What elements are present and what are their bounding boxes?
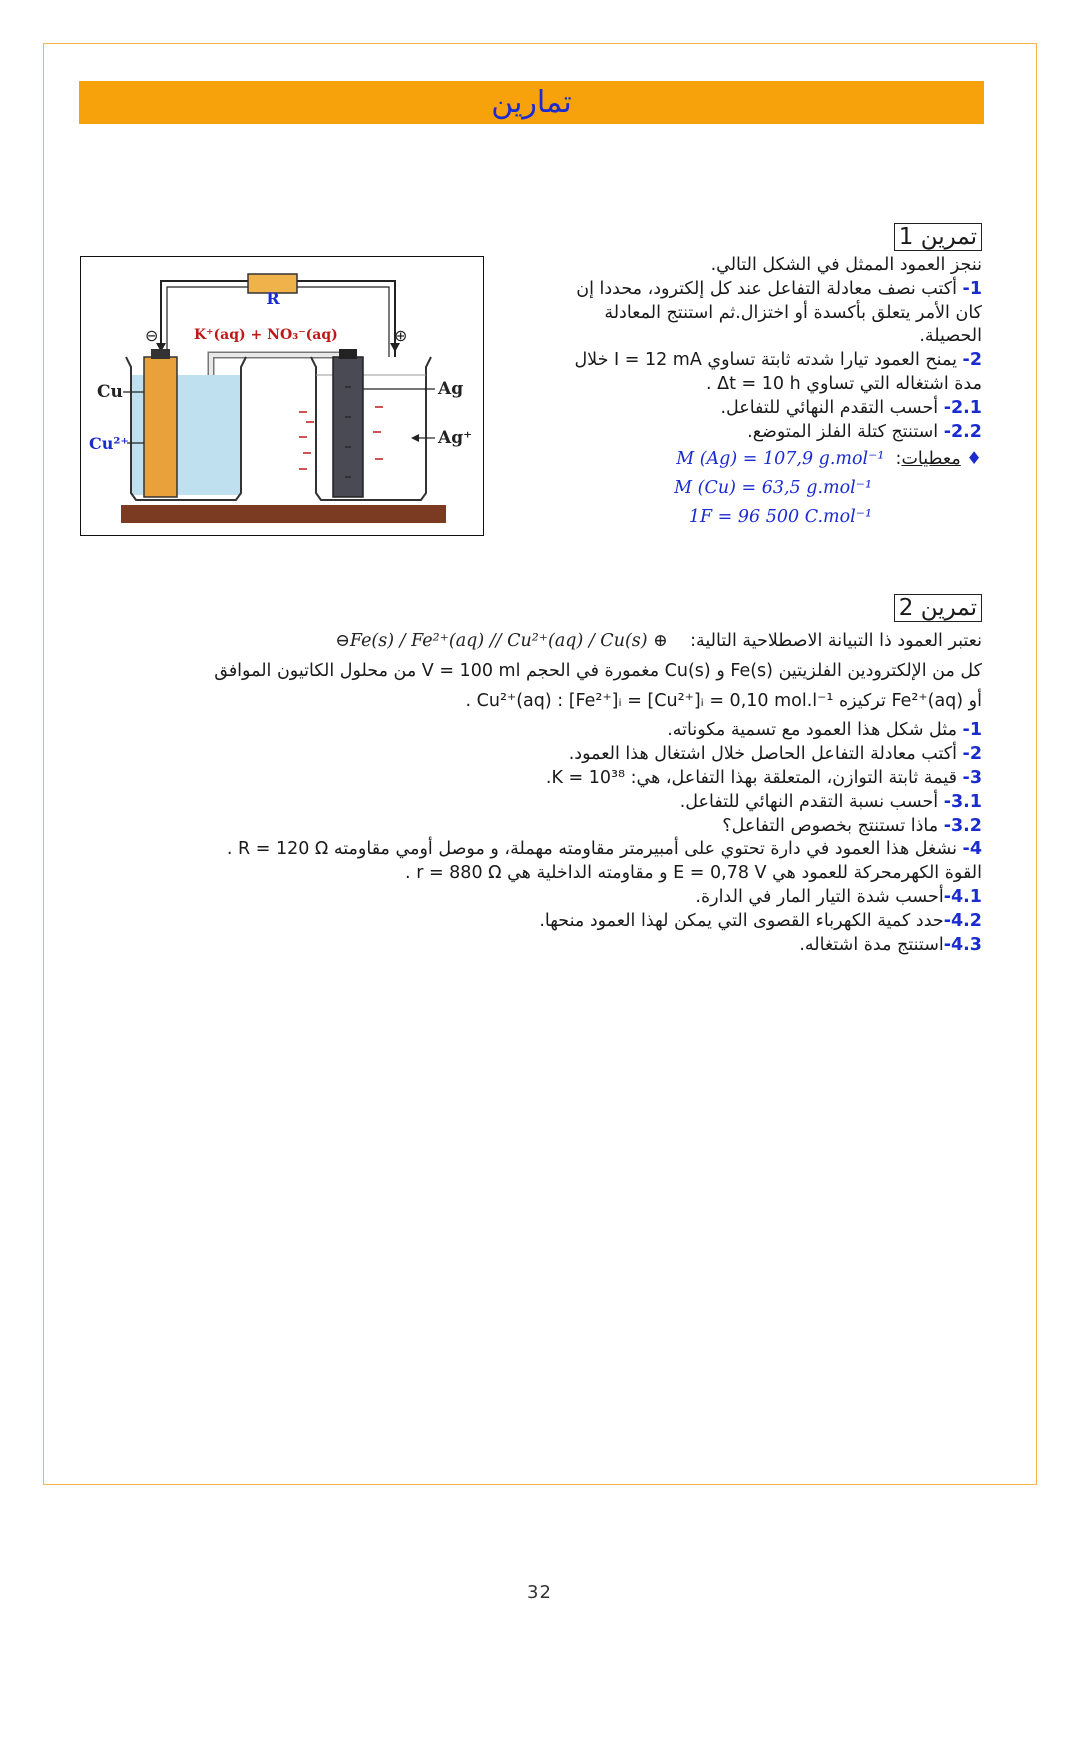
agp-label: Ag⁺ xyxy=(438,428,473,448)
cu2-label: Cu²⁺ xyxy=(89,434,129,453)
ex1-q2-line2: مدة اشتغاله التي تساوي Δt = 10 h . xyxy=(706,373,982,394)
ex2-q41: 4.1-أحسب شدة التيار المار في الدارة. xyxy=(695,886,982,907)
page-number: 32 xyxy=(527,1582,552,1603)
ex2-q43: 4.3-استنتج مدة اشتغاله. xyxy=(799,934,982,955)
exercise1-text xyxy=(532,254,982,530)
ex1-q1-line3: الحصيلة. xyxy=(919,326,982,347)
ex2-q2: 2- أكتب معادلة التفاعل الحاصل خلال اشتغال هذا العمود. xyxy=(568,744,982,765)
ex1-intro: ننجز العمود الممثل في الشكل التالي. xyxy=(710,255,982,275)
ex1-q21: 2.1- أحسب التقدم النهائي للتفاعل. xyxy=(720,397,982,418)
minus-terminal-icon: ⊖ xyxy=(145,326,159,345)
ex2-line1: نعتبر العمود ذا التبيانة الاصطلاحية التالية: ⊖Fe(s) / Fe²⁺(aq) // Cu²⁺(aq) / Cu(s) ⊕ xyxy=(335,631,982,651)
ex1-q1: 1- أكتب نصف معادلة التفاعل عند كل إلكترود، محددا إن xyxy=(576,278,982,299)
cell-figure xyxy=(80,256,484,536)
page-title: تمارين xyxy=(491,85,572,120)
cell-diagram xyxy=(81,257,482,534)
plus-terminal-icon: ⊕ xyxy=(394,326,408,345)
ex2-q1: 1- مثل شكل هذا العمود مع تسمية مكوناته. xyxy=(667,720,982,741)
ex2-q31: 3.1- أحسب نسبة التقدم النهائي للتفاعل. xyxy=(679,791,982,812)
salt-bridge-ions: K⁺(aq) + NO₃⁻(aq) xyxy=(194,327,338,343)
data-molar-mass-cu: M (Cu) = 63,5 g.mol⁻¹ xyxy=(674,478,872,499)
ex1-q1-line2: كان الأمر يتعلق بأكسدة أو اختزال.ثم استنتج المعادلة xyxy=(604,302,982,323)
left-wire xyxy=(161,281,248,357)
ex1-q22: 2.2- استنتج كتلة الفلز المتوضع. xyxy=(747,421,982,442)
ex1-q2: 2- يمنح العمود تيارا شدته ثابتة تساوي I = 12 mA خلال xyxy=(574,350,982,371)
exercise1-label: تمرين 1 xyxy=(894,223,982,251)
cell-notation: ⊖Fe(s) / Fe²⁺(aq) // Cu²⁺(aq) / Cu(s) ⊕ xyxy=(335,631,668,651)
bullet-icon: ♦ xyxy=(966,449,982,470)
data-molar-mass-ag: M (Ag) = 107,9 g.mol⁻¹ xyxy=(676,449,885,470)
exercise2-label: تمرين 2 xyxy=(894,594,982,622)
ex2-q42: 4.2-حدد كمية الكهرباء القصوى التي يمكن لهذا العمود منحها. xyxy=(539,910,982,931)
copper-electrode xyxy=(144,357,177,497)
ex2-q4-line2: القوة الكهرمحركة للعمود هي E = 0,78 V و مقاومته الداخلية هي r = 880 Ω . xyxy=(405,863,982,884)
right-beaker xyxy=(311,357,431,500)
page-title-banner xyxy=(79,81,984,124)
ex2-q32: 3.2- ماذا تستنتج بخصوص التفاعل؟ xyxy=(722,815,982,836)
right-wire xyxy=(297,281,395,357)
ex2-line2: كل من الإلكترودين الفلزيتين Fe(s) و Cu(s) مغمورة في الحجم V = 100 ml من محلول الكاتيون الموافق xyxy=(214,660,982,681)
ex2-q4: 4- نشغل هذا العمود في دارة تحتوي على أمبيرمتر مقاومته مهملة، و موصل أومي مقاومته R = 120 Ω . xyxy=(226,839,982,860)
data-faraday: 1F = 96 500 C.mol⁻¹ xyxy=(688,506,872,527)
ex2-q3: 3- قيمة ثابتة التوازن، المتعلقة بهذا التفاعل، هي: K = 10³⁸. xyxy=(545,767,982,788)
ag-label: Ag xyxy=(438,379,464,399)
lab-bench xyxy=(121,505,446,523)
resistor-label: R xyxy=(266,289,280,308)
ex2-line3: أو Fe²⁺(aq) تركيزه Cu²⁺(aq) : [Fe²⁺]ᵢ = [Cu²⁺]ᵢ = 0,10 mol.l⁻¹ . xyxy=(465,690,982,711)
exercise2-text xyxy=(82,630,982,957)
ex1-data: ♦ معطيات: M (Ag) = 107,9 g.mol⁻¹ xyxy=(676,449,982,470)
cu-label: Cu xyxy=(97,382,123,402)
silver-electrode xyxy=(333,357,363,497)
